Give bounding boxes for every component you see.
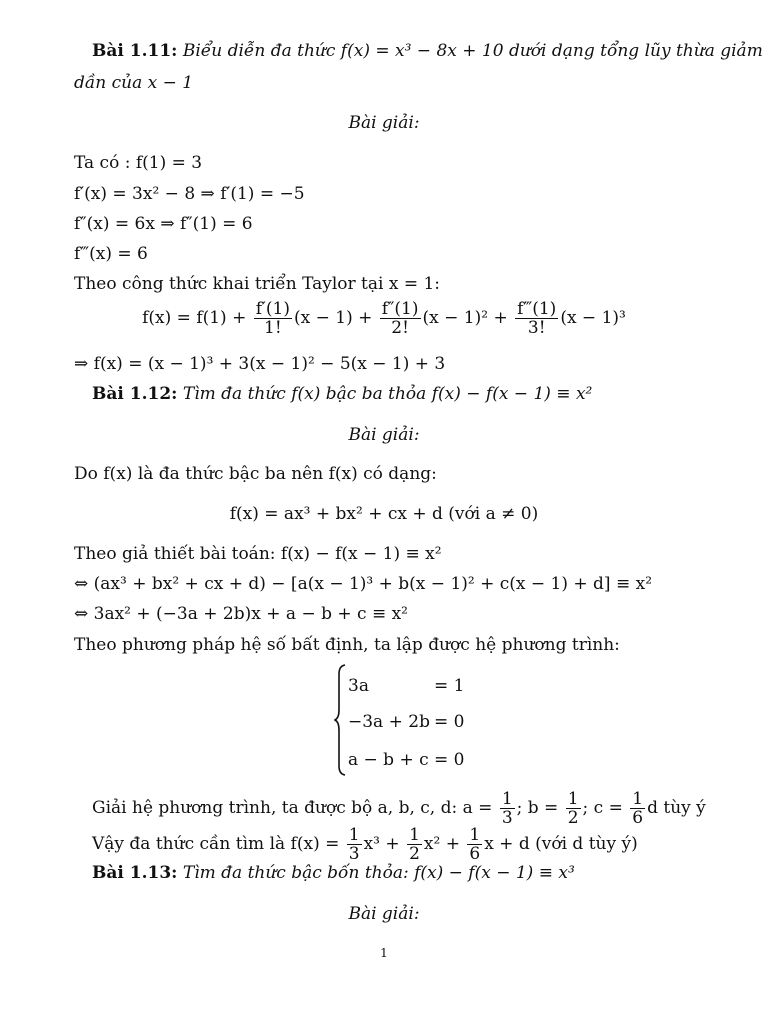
problem-statement: Tìm đa thức bậc bốn thỏa: f(x) − f(x − 1) ≡ x³ [182,863,575,883]
polynomial-form: f(x) = ax³ + bx² + cx + d (với a ≠ 0) [229,504,539,524]
problem-statement: Biểu diễn đa thức f(x) = x³ − 8x + 10 dưới dạng tổng lũy thừa giảm [182,41,763,61]
text-line: ⇔ (ax³ + bx² + cx + d) − [a(x − 1)³ + b(x − 1)² + c(x − 1) + d] ≡ x² [74,574,653,594]
system-row: −3a + 2b = 0 [348,712,465,732]
taylor-formula: f(x) = f(1) + $\frac{f'(1)}{1!}$ (x − 1) + $\frac{f''(1)}{2!}$ (x − 1)² + $\frac{f‴(1)}{3!}$ (x − 1)³ [142,299,626,338]
system-solution: Giải hệ phương trình, ta được bộ a, b, c, d: a = $\frac{1}{3}$ ; b = $\frac{1}{2}$ ; c = $\frac{1}{6}$ d tùy ý [92,789,706,828]
solution-heading: Bài giải: [348,904,420,924]
solution-heading: Bài giải: [348,113,420,133]
derivation-line: f‴(x) = 6 [74,244,148,264]
problem-label: Bài 1.11: [92,41,178,61]
problem-statement: Tìm đa thức f(x) bậc ba thỏa f(x) − f(x − 1) ≡ x² [182,384,593,404]
text-line: Theo phương pháp hệ số bất định, ta lập được hệ phương trình: [74,635,620,655]
solution-heading: Bài giải: [348,425,420,445]
text-line: ⇔ 3ax² + (−3a + 2b)x + a − b + c ≡ x² [74,604,408,624]
derivation-line: Ta có : f(1) = 3 [74,153,203,173]
text-line: Theo giả thiết bài toán: f(x) − f(x − 1) ≡ x² [74,544,442,564]
fraction: $\frac{1}{2}$ [567,789,579,828]
system-row: 3a = 1 [348,676,465,696]
equation-system [334,664,534,776]
fraction: $\frac{1}{2}$ [409,825,420,864]
final-answer: Vậy đa thức cần tìm là f(x) = $\frac{1}{3}$ x³ + $\frac{1}{2}$ x² + $\frac{1}{6}$ x + d (với d tùy ý) [92,825,638,864]
left-brace-icon [334,664,346,776]
fraction: $\frac{1}{6}$ [469,825,481,864]
fraction: $\frac{f'(1)}{1!}$ [255,299,290,338]
problem-1-12-title [92,383,592,405]
derivation-line: Theo công thức khai triển Taylor tại x = 1: [74,274,441,294]
fraction: $\frac{f''(1)}{2!}$ [381,299,419,338]
derivation-line: f″(x) = 6x ⇒ f″(1) = 6 [74,214,253,234]
taylor-result: ⇒ f(x) = (x − 1)³ + 3(x − 1)² − 5(x − 1) + 3 [74,354,446,374]
derivation-line: f′(x) = 3x² − 8 ⇒ f′(1) = −5 [74,184,305,204]
fraction: $\frac{1}{3}$ [348,825,360,864]
problem-1-11-title [92,40,763,62]
problem-1-11-title-cont: dần của x − 1 [74,73,194,93]
fraction: $\frac{1}{6}$ [632,789,644,828]
fraction: $\frac{1}{3}$ [501,789,513,828]
fraction: $\frac{f‴(1)}{3!}$ [517,299,557,338]
problem-label: Bài 1.12: [92,384,178,404]
text-line: Do f(x) là đa thức bậc ba nên f(x) có dạng: [74,464,437,484]
problem-1-13-title [92,862,575,884]
problem-label: Bài 1.13: [92,863,178,883]
system-row: a − b + c = 0 [348,750,465,770]
page-number: 1 [380,946,388,960]
